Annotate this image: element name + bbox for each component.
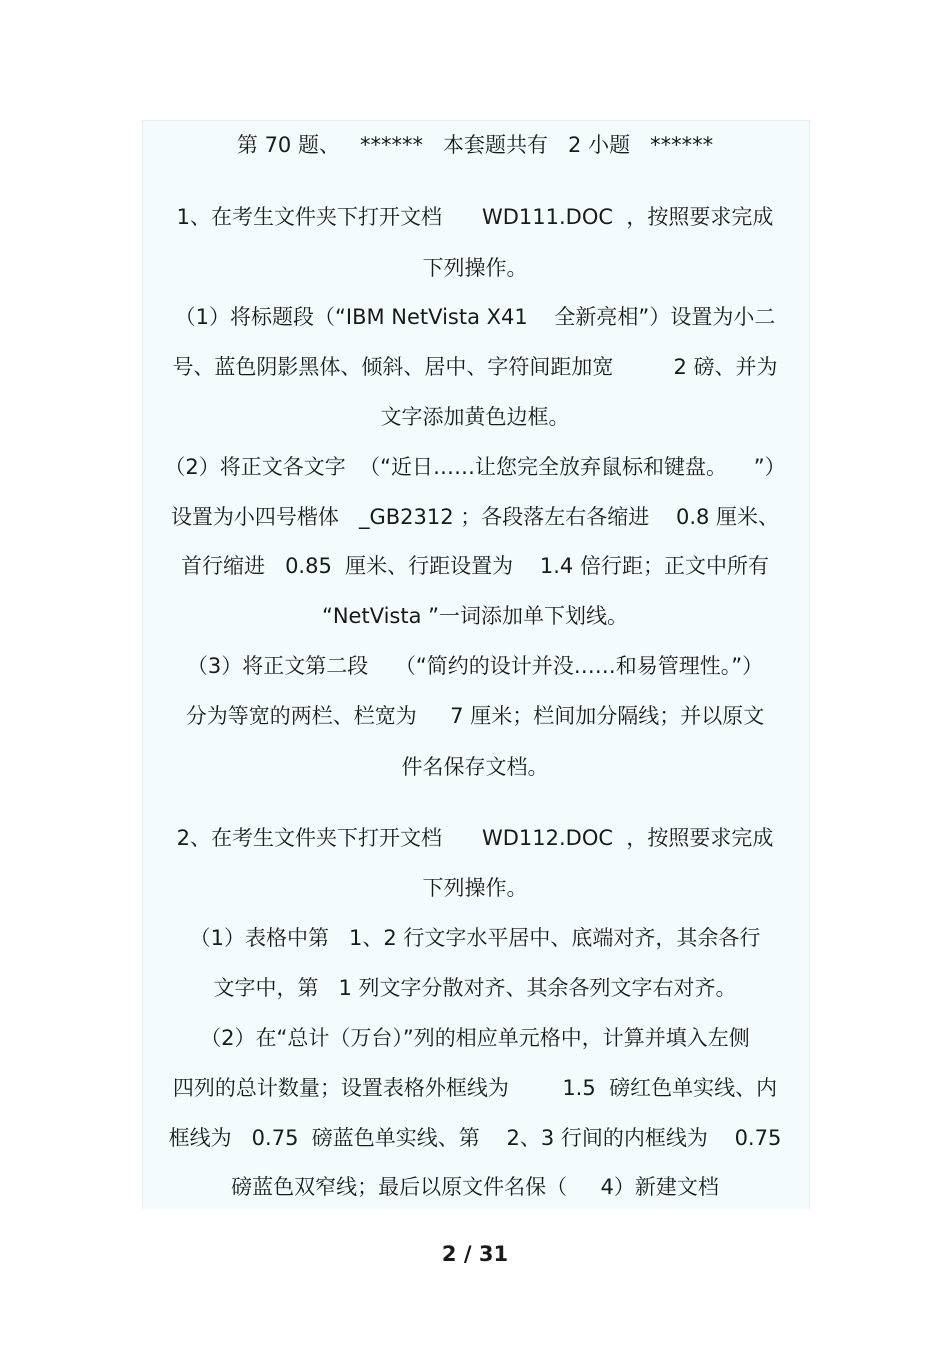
- q2-line-4: 文字中，第 1 列文字分散对齐、其余各列文字右对齐。: [213, 976, 737, 1000]
- q2-line-3: （1）表格中第 1、2 行文字水平居中、底端对齐，其余各行: [189, 926, 761, 950]
- q1-line-8: 首行缩进 0.85 厘米、行距设置为 1.4 倍行距；正文中所有: [181, 554, 769, 578]
- q1-line-11: 分为等宽的两栏、栏宽为 7 厘米；栏间加分隔线；并以原文: [185, 704, 765, 728]
- q1-line-9: “NetVista ”一词添加单下划线。: [321, 604, 629, 628]
- q1-line-5: 文字添加黄色边框。: [380, 405, 570, 429]
- q1-line-7: 设置为小四号楷体 _GB2312 ；各段落左右各缩进 0.8 厘米、: [170, 505, 780, 529]
- q1-line-4: 号、蓝色阴影黑体、倾斜、居中、字符间距加宽 2 磅、并为: [172, 355, 778, 379]
- q1-line-6: （2）将正文各文字 （“近日……让您完全放弃鼠标和键盘。 ”）: [164, 455, 786, 479]
- page-indicator: 2 / 31: [441, 1242, 509, 1266]
- q2-line-2: 下列操作。: [422, 876, 528, 900]
- q1-line-10: （3）将正文第二段 （“简约的设计并没……和易管理性。”）: [186, 654, 764, 678]
- q1-line-3: （1）将标题段（“IBM NetVista X41 全新亮相”）设置为小二: [174, 305, 776, 329]
- q2-line-1: 2、在考生文件夹下打开文档 WD112.DOC ，按照要求完成: [176, 826, 774, 850]
- q1-line-1: 1、在考生文件夹下打开文档 WD111.DOC ，按照要求完成: [176, 205, 774, 229]
- q2-line-8: 磅蓝色双窄线；最后以原文件名保（ 4）新建文档: [231, 1175, 719, 1199]
- question-set-header: 第 70 题、 ****** 本套题共有 2 小题 ******: [236, 133, 714, 157]
- q1-line-2: 下列操作。: [422, 256, 528, 280]
- q2-line-7: 框线为 0.75 磅蓝色单实线、第 2、3 行间的内框线为 0.75: [168, 1126, 782, 1150]
- q2-line-6: 四列的总计数量；设置表格外框线为 1.5 磅红色单实线、内: [172, 1076, 778, 1100]
- q2-line-5: （2）在“总计（万台）”列的相应单元格中，计算并填入左侧: [200, 1026, 750, 1050]
- q1-line-12: 件名保存文档。: [401, 755, 549, 779]
